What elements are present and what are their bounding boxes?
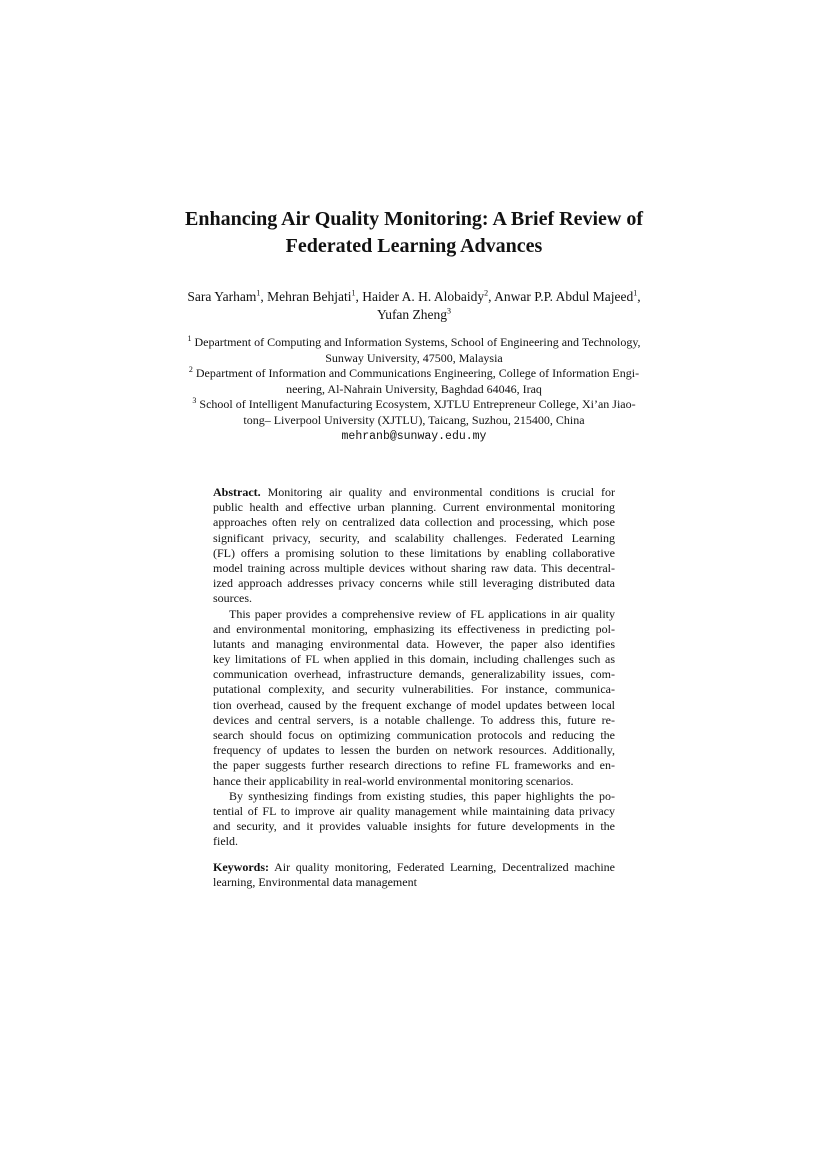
author-affil-marker: 3 (447, 306, 452, 316)
keywords-line (213, 860, 615, 875)
abstract-line: approaches often rely on centralized data collection and processing, which pose (213, 515, 615, 530)
affiliation-marker: 2 (188, 365, 193, 375)
abstract-line: search should focus on optimizing communication protocols and reducing the (213, 728, 615, 742)
abstract-line: communication overhead, infrastructure demands, generalizability issues, com- (213, 667, 615, 682)
abstract-line: lutants and managing environmental data. However, the paper also identifies (213, 636, 615, 651)
author-affil-marker: 1 (351, 288, 356, 298)
abstract-line: significant privacy, security, and scalability challenges. Federated Learning (213, 530, 615, 545)
affiliation-3-line-1 (150, 397, 678, 413)
abstract-line: (FL) offers a promising solution to these limitations by enabling collaborative (213, 545, 615, 560)
affiliation-3-line-2: tong– Liverpool University (XJTLU), Taicang, Suzhou, 215400, China (243, 412, 585, 427)
keywords-text: Air quality monitoring, Federated Learning, Decentralized machine (269, 859, 615, 874)
author-name: Yufan Zheng (376, 307, 448, 322)
abstract-line: model training across multiple devices without sharing raw data. This decentral- (213, 560, 615, 575)
abstract-line: the paper suggests further research directions to refine FL frameworks and en- (213, 758, 615, 773)
author-line-1 (140, 288, 688, 306)
abstract-line: tion overhead, caused by the frequent exchange of model updates between local (213, 697, 615, 712)
abstract-section (213, 485, 615, 890)
author-affil-marker: 1 (256, 288, 261, 298)
title-line-1: Enhancing Air Quality Monitoring: A Brief Review of (185, 208, 643, 230)
affiliation-text: Department of Information and Communications Engineering, College of Information Engi- (192, 366, 640, 381)
abstract-line (213, 485, 615, 500)
abstract-line: field. (213, 834, 238, 849)
affiliation-1-line-1 (150, 335, 678, 351)
title-line-2: Federated Learning Advances (285, 235, 543, 257)
abstract-line: and security, and it provides valuable insights for future developments in the (213, 819, 615, 834)
abstract-line: devices and central servers, is a notable challenge. To address this, future re- (213, 712, 615, 727)
abstract-line: tential of FL to improve air quality management while maintaining data privacy (213, 803, 615, 818)
affiliation-marker: 1 (187, 334, 192, 343)
author-line-2 (140, 306, 688, 324)
abstract-line: and environmental monitoring, emphasizing its effectiveness in predicting pol- (213, 621, 615, 636)
author-list (140, 288, 688, 324)
keywords-section (213, 860, 615, 890)
abstract-paragraph-2 (213, 607, 615, 789)
abstract-label: Abstract. (213, 485, 261, 499)
abstract-line: hance their applicability in real-world environmental monitoring scenarios. (213, 773, 574, 788)
author-name: , Mehran Behjati (260, 289, 352, 304)
author-name: Sara Yarham (187, 289, 257, 304)
abstract-line: By synthesizing findings from existing studies, this paper highlights the po- (229, 788, 615, 803)
affiliation-list (150, 335, 678, 444)
affiliation-2-line-2: neering, Al-Nahrain University, Baghdad 64046, Iraq (286, 381, 542, 396)
paper-title (150, 206, 678, 260)
affiliation-marker: 3 (192, 396, 197, 406)
author-affil-marker: 2 (484, 288, 489, 298)
abstract-paragraph-3 (213, 789, 615, 850)
author-name: , Anwar P.P. Abdul Majeed (488, 289, 634, 304)
author-affil-marker: 1 (633, 288, 638, 298)
abstract-line: public health and effective urban planning. Current environmental monitoring (213, 500, 615, 515)
affiliation-1-line-2: Sunway University, 47500, Malaysia (325, 350, 503, 365)
keywords-label: Keywords: (213, 859, 269, 874)
contact-email[interactable]: mehranb@sunway.edu.my (341, 429, 487, 443)
abstract-paragraph-1 (213, 485, 615, 607)
abstract-line: This paper provides a comprehensive review of FL applications in air quality (229, 606, 615, 621)
abstract-line: key limitations of FL when applied in this domain, including challenges such as (213, 652, 615, 667)
affiliation-text: School of Intelligent Manufacturing Ecosystem, XJTLU Entrepreneur College, Xi’an Jiao- (196, 397, 636, 412)
affiliation-2-line-1 (150, 366, 678, 382)
abstract-line: frequency of updates to lessen the burden on network resources. Additionally, (213, 743, 615, 758)
author-separator: , (637, 289, 641, 304)
abstract-line: ized approach addresses privacy concerns while still leveraging distributed data (213, 576, 615, 591)
abstract-line: sources. (213, 591, 252, 606)
abstract-line: putational complexity, and security vulnerabilities. For instance, communica- (213, 682, 615, 697)
author-name: , Haider A. H. Alobaidy (355, 289, 485, 304)
affiliation-text: Department of Computing and Information Systems, School of Engineering and Technology, (191, 335, 641, 349)
keywords-line: learning, Environmental data management (213, 874, 417, 889)
abstract-text: Monitoring air quality and environmental conditions is crucial for (260, 485, 615, 499)
